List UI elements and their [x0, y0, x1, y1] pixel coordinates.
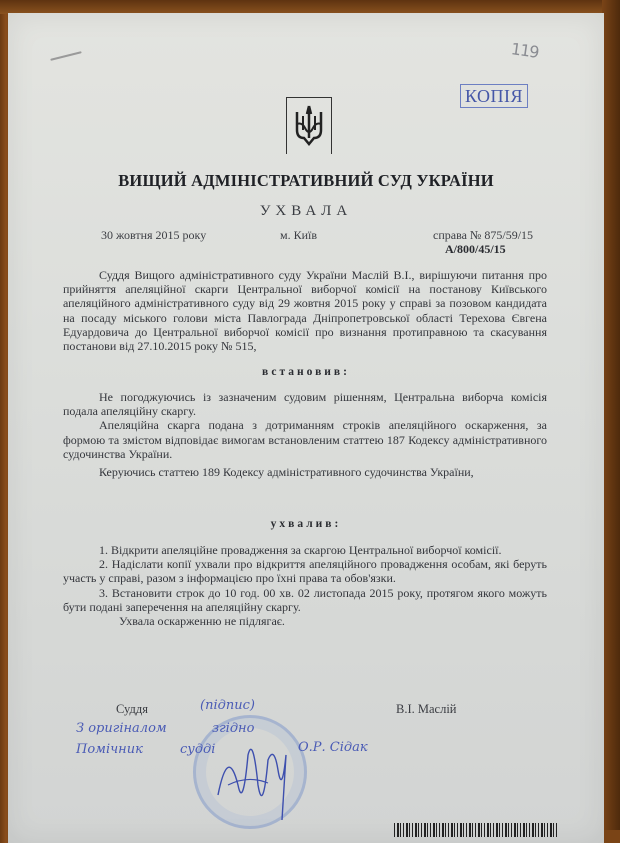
ruling-item: 2. Надіслати копії ухвали про відкриття апеляційного провадження особам, які беруть участь у справі, разом з інформацією про їхні права та обов'язки.	[63, 557, 547, 586]
heading-established: встановив:	[262, 366, 350, 378]
trident-icon	[292, 104, 326, 148]
staple-mark	[50, 51, 82, 61]
intro-paragraph	[63, 268, 547, 353]
judge-name: В.І. Маслій	[396, 702, 457, 716]
ruled-section	[63, 543, 547, 628]
heading-ruled: ухвалив:	[270, 518, 342, 530]
handwritten-assistant: Помічник	[76, 742, 143, 757]
document-type: УХВАЛА	[259, 203, 353, 219]
wooden-frame-right	[602, 0, 620, 830]
pencil-page-number: 119	[509, 39, 540, 62]
handwritten-judge: судді	[180, 742, 216, 757]
barcode	[394, 823, 559, 837]
handwritten-certification: З оригіналом	[76, 721, 167, 736]
signed-note: (підпис)	[200, 698, 255, 713]
case-number-secondary: А/800/45/15	[445, 242, 506, 256]
handwritten-according: згідно	[212, 721, 255, 736]
document-page	[8, 13, 604, 843]
established-paragraph: Керуючись статтею 189 Кодексу адміністративного судочинства України,	[99, 465, 474, 480]
trident-coat-of-arms-icon	[286, 97, 332, 154]
handwritten-signatory-name: О.Р. Сідак	[298, 740, 368, 755]
court-name: ВИЩИЙ АДМІНІСТРАТИВНИЙ СУД УКРАЇНИ	[118, 171, 494, 190]
established-paragraph: Апеляційна скарга подана з дотриманням строків апеляційного оскарження, за формою та змістом відповідає вимогам встановленим статтею 187 Кодексу адміністративного судочинства України.	[63, 418, 547, 461]
signature-scribble-icon	[208, 725, 298, 825]
case-number: справа № 875/59/15	[433, 228, 534, 242]
wooden-frame-top	[0, 0, 620, 14]
ruling-item: 1. Відкрити апеляційне провадження за скаргою Центральної виборчої комісії.	[99, 543, 502, 557]
document-date: 30 жовтня 2015 року	[101, 228, 207, 242]
copy-stamp: КОПІЯ	[460, 84, 528, 108]
established-section	[63, 390, 547, 479]
ruling-closing: Ухвала оскарженню не підлягає.	[119, 614, 285, 629]
document-city: м. Київ	[280, 228, 318, 242]
signature-label: Суддя	[116, 702, 148, 716]
ruling-item: 3. Встановити строк до 10 год. 00 хв. 02 листопада 2015 року, протягом якого можуть бути подані заперечення на апеляційну скаргу.	[63, 585, 547, 614]
intro-text: Суддя Вищого адміністративного суду України Маслій В.І., вирішуючи питання про прийняття апеляційної скарги Центральної виборчої комісії на постанову Київського апеляційного адміністративного суду від 29 жовтня 2015 року у справі за позовом кандидата на посаду міського голови міста Павлограда Дніпропетровської області Терехова Євгена Едуардовича до Центральної виборчої комісії про визнання протиправною та скасування постанови від 27.10.2015 року № 515,	[63, 268, 547, 354]
established-paragraph: Не погоджуючись із зазначеним судовим рішенням, Центральна виборча комісія подала апеляційну скаргу.	[63, 390, 547, 419]
